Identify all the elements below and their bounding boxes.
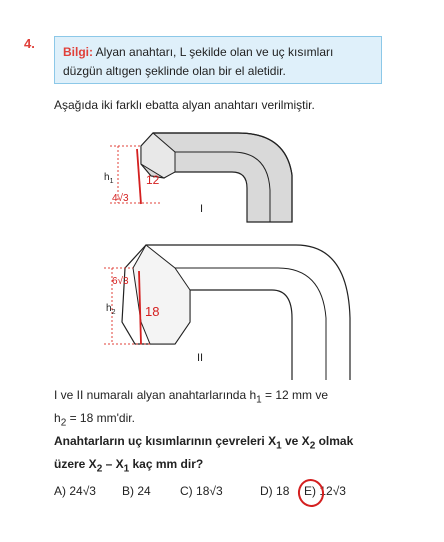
question-x2-sub: 2 [309, 440, 316, 452]
option-a-text: 24√3 [69, 484, 96, 498]
wrench-2-pen-6r3: 6√3 [112, 276, 129, 287]
option-e[interactable] [304, 484, 346, 498]
question-text [54, 432, 384, 479]
option-c[interactable] [180, 484, 260, 498]
option-b[interactable] [122, 484, 180, 498]
statement-text [54, 386, 328, 433]
option-b-letter: B) [122, 484, 134, 498]
wrench-1-roman: I [200, 203, 204, 215]
question-line1-mid: ve X [281, 434, 310, 448]
wrench-2-roman: II [197, 352, 204, 364]
wrench-1-pen-12: 12 [146, 173, 160, 187]
info-label: Bilgi: [63, 45, 93, 59]
wrench-1-h-label: $h_1$ [104, 172, 114, 185]
option-e-text: 12√3 [319, 484, 346, 498]
question-x2b-sub: 2 [96, 463, 103, 475]
option-a-letter: A) [54, 484, 66, 498]
question-line1-suffix: olmak [315, 434, 354, 448]
statement-h2-sub: 2 [60, 417, 67, 429]
wrench-2-pen-18: 18 [145, 304, 160, 319]
wrench-1-pen-4r3: 4√3 [112, 193, 129, 204]
option-b-text: 24 [137, 484, 151, 498]
answer-options [54, 484, 346, 498]
wrench-figure-1 [104, 133, 292, 222]
option-c-text: 18√3 [196, 484, 223, 498]
statement-line1-suffix: = 12 mm ve [261, 388, 329, 402]
statement-line2-prefix: h [54, 411, 61, 426]
intro-text: Aşağıda iki farklı ebatta alyan anahtarı verilmiştir. [54, 98, 315, 112]
question-x1-sub: 1 [276, 440, 282, 452]
option-d-letter: D) [260, 484, 273, 498]
option-c-letter: C) [180, 484, 193, 498]
question-line1-prefix: Anahtarların uç kısımlarının çevreleri X [54, 434, 277, 448]
option-a[interactable] [54, 484, 122, 498]
info-text: Alyan anahtarı, L şekilde olan ve uç kısımları düzgün altıgen şeklinde olan bir el aletidir. [63, 45, 334, 78]
question-line2-suffix: kaç mm dir? [129, 457, 204, 472]
wrench-figure-2 [104, 245, 350, 380]
statement-line1-prefix: I ve II numaralı alyan anahtarlarında h [54, 388, 257, 402]
option-e-letter: E) [304, 484, 316, 498]
question-x1b-sub: 1 [123, 463, 130, 475]
wrench-2-h-label: $h_2$ [106, 303, 116, 316]
statement-line2-suffix: = 18 mm'dir. [66, 411, 135, 426]
statement-h1-sub: 1 [256, 394, 262, 406]
question-line2-mid: – X [102, 457, 124, 472]
question-line2-prefix: üzere X [54, 457, 97, 472]
option-d-text: 18 [276, 484, 290, 498]
question-number: 4. [24, 36, 35, 51]
option-e-circle [295, 477, 326, 510]
